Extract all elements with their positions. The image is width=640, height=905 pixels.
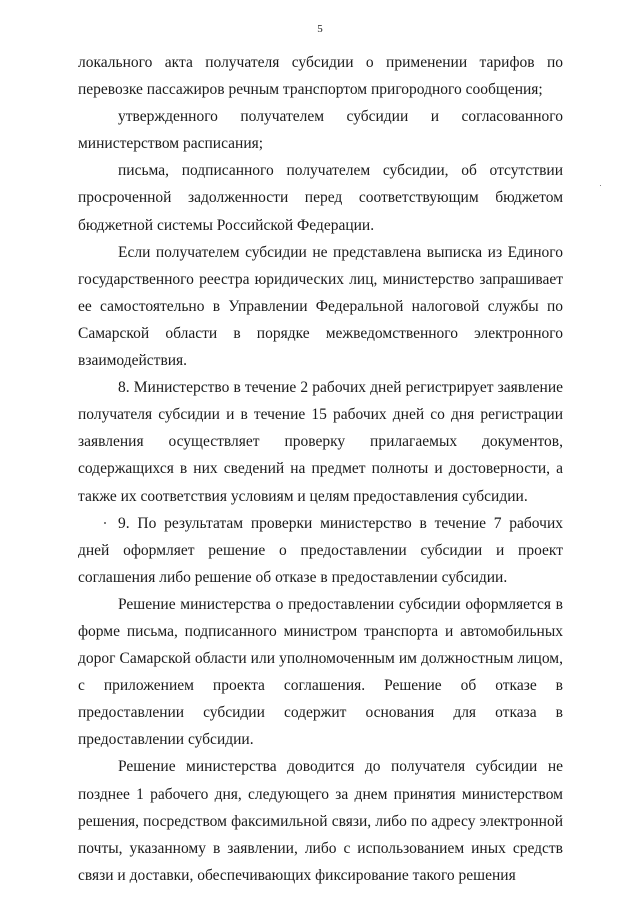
- page-number: 5: [317, 23, 323, 35]
- document-body: [78, 49, 563, 889]
- paragraph-3: письма, подписанного получателем субсидии, об отсутствии просроченной задолженности перед соответствующим бюджетом бюджетной системы Российской Федерации.: [78, 162, 563, 234]
- scan-speck: [600, 185, 601, 186]
- paragraph-6: 9. По результатам проверки министерство в течение 7 рабочих дней оформляет решение о предоставлении субсидии и проект соглашения либо решение об отказе в предоставлении субсидии.: [78, 514, 563, 586]
- paragraph-7: Решение министерства о предоставлении субсидии оформляется в форме письма, подписанного министром транспорта и автомобильных дорог Самарской области или уполномоченным им должностным лицом, с приложением проекта соглашения. Решение об отказе в предоставлении субсидии содержит основания для отказа в предоставлении субсидии.: [78, 595, 563, 749]
- paragraph-8: Решение министерства доводится до получателя субсидии не позднее 1 рабочего дня, следующего за днем принятия министерством решения, посредством факсимильной связи, либо по адресу электронной почты, указанному в заявлении, либо с использованием иных средств связи и доставки, обеспечивающих фиксирование такого решения: [78, 758, 563, 884]
- paragraph-2: утвержденного получателем субсидии и согласованного министерством расписания;: [78, 108, 563, 153]
- paragraph-1: локального акта получателя субсидии о применении тарифов по перевозке пассажиров речным транспортом пригородного сообщения;: [78, 54, 563, 99]
- paragraph-5: 8. Министерство в течение 2 рабочих дней регистрирует заявление получателя субсидии и в течение 15 рабочих дней со дня регистрации заявления осуществляет проверку прилагаемых документов, содержащихся в них сведений на предмет полноты и достоверности, а также их соответствия условиям и целям предоставления субсидии.: [78, 379, 563, 505]
- paragraph-4: Если получателем субсидии не представлена выписка из Единого государственного реестра юридических лиц, министерство запрашивает ее самостоятельно в Управлении Федеральной налоговой службы по Самарской области в порядке межведомственного электронного взаимодействия.: [78, 243, 563, 370]
- scan-speck: [104, 522, 106, 524]
